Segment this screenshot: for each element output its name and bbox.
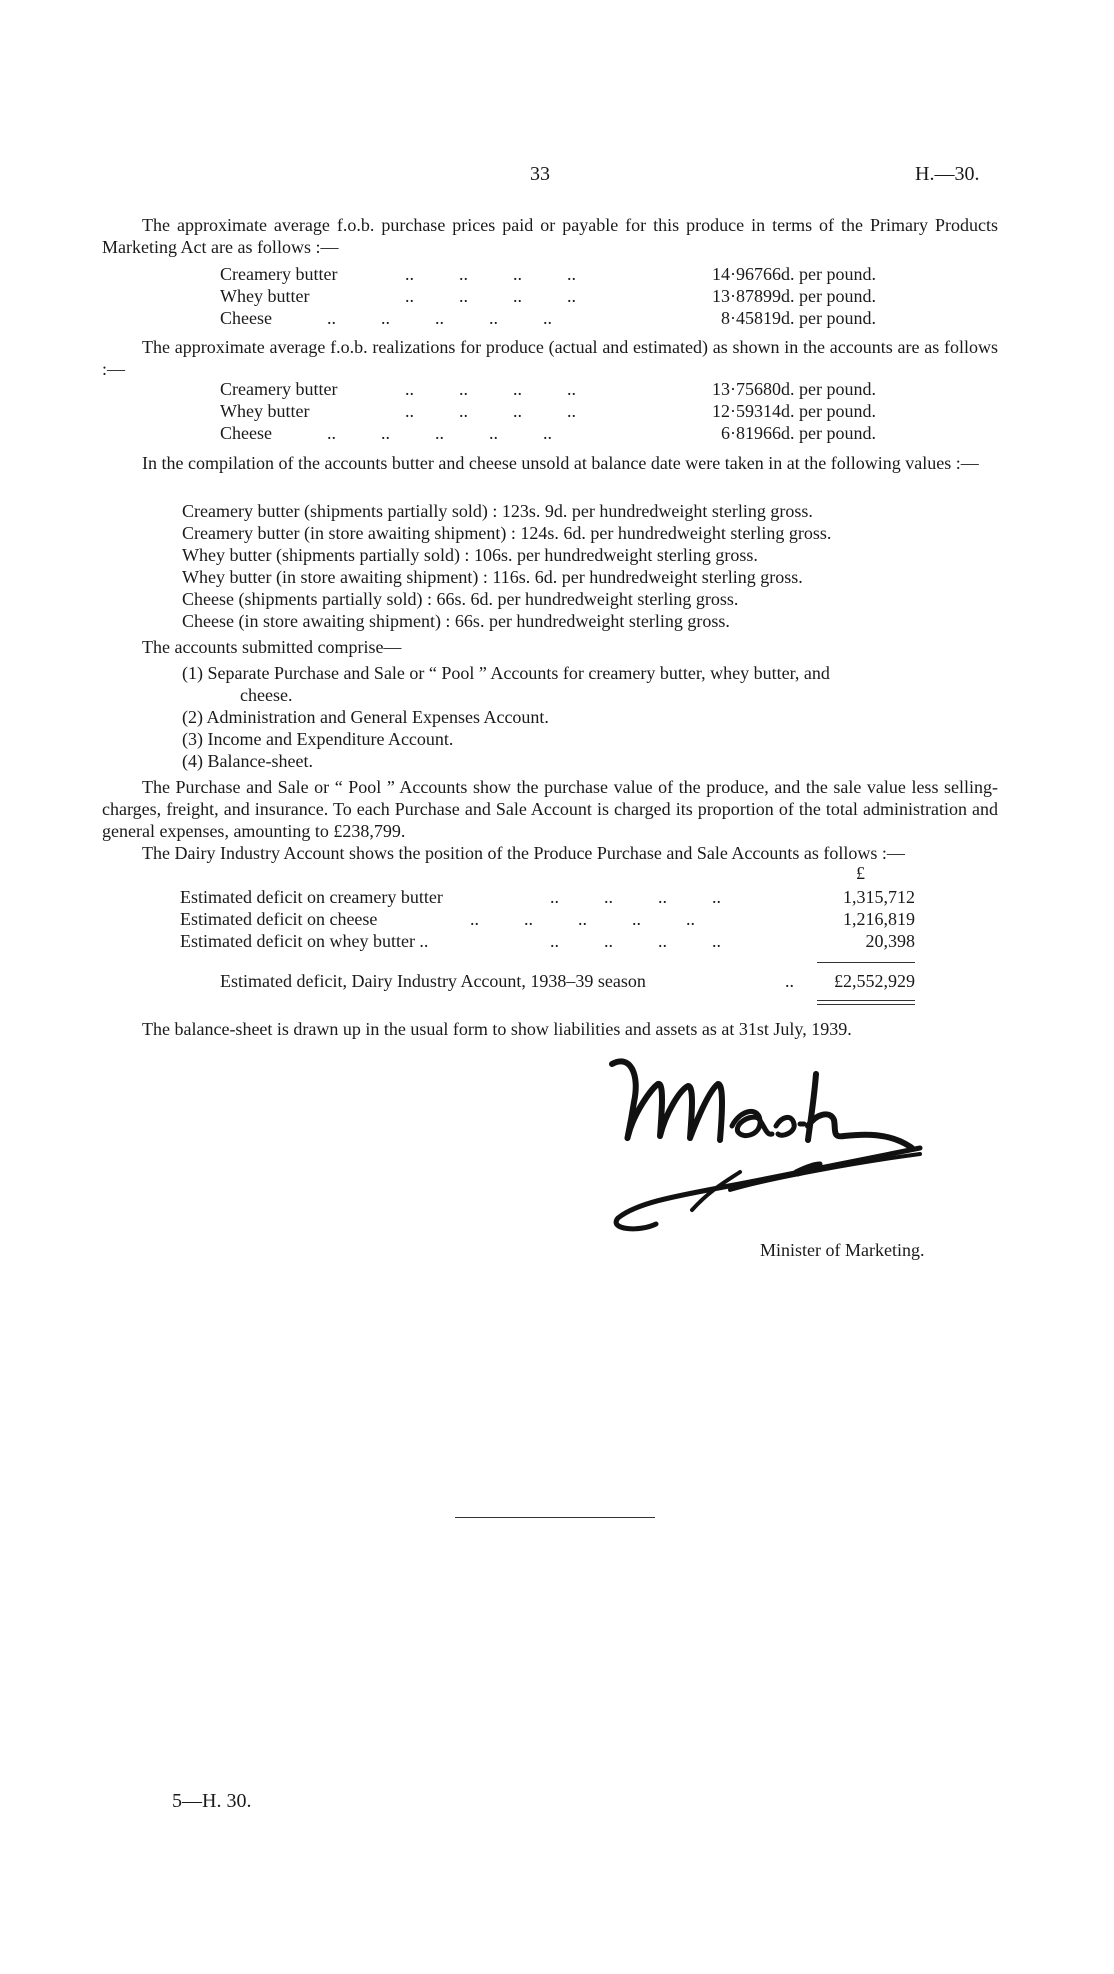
deficit-value: 1,216,819	[843, 909, 915, 929]
purchase-prices-intro: The approximate average f.o.b. purchase prices paid or payable for this produce in terms of the Primary Products Marketing Act are as follows :—	[102, 215, 998, 257]
realization-row	[220, 422, 876, 444]
unsold-values-intro: In the compilation of the accounts butter and cheese unsold at balance date were taken in at the following values :—	[142, 453, 979, 473]
dot-leader: .. .. .. .. ..	[470, 909, 695, 929]
unsold-value-line: Creamery butter (shipments partially sold) : 123s. 9d. per hundredweight sterling gross.	[182, 501, 813, 521]
account-number: (2)	[182, 707, 203, 727]
account-item	[182, 728, 453, 750]
sheet-reference: 5—H. 30.	[172, 1790, 252, 1812]
deficit-value: 20,398	[865, 931, 915, 951]
dot-leader: .. .. .. ..	[550, 931, 721, 951]
realization-row	[220, 378, 876, 400]
accounts-intro: The accounts submitted comprise—	[142, 637, 402, 657]
price-value: 14·96766d. per pound.	[712, 264, 876, 284]
realization-item: Creamery butter	[220, 379, 338, 399]
account-item	[182, 706, 549, 728]
price-row	[220, 285, 876, 307]
unsold-value-line: Cheese (shipments partially sold) : 66s. 6d. per hundredweight sterling gross.	[182, 589, 739, 609]
signatory-title: Minister of Marketing.	[760, 1240, 925, 1260]
realization-item: Cheese	[220, 423, 272, 443]
total-value: £2,552,929	[834, 971, 915, 991]
deficit-value: 1,315,712	[843, 887, 915, 907]
dot-leader: .. .. .. ..	[405, 264, 576, 284]
realization-value: 6·81966d. per pound.	[721, 423, 876, 443]
deficit-row	[180, 908, 915, 930]
unsold-value-line: Whey butter (in store awaiting shipment) : 116s. 6d. per hundredweight sterling gross.	[182, 567, 803, 587]
total-row	[220, 970, 915, 992]
realizations-intro: The approximate average f.o.b. realizations for produce (actual and estimated) as shown in the accounts are as follows :—	[102, 337, 998, 379]
dot-leader: .. .. .. ..	[405, 379, 576, 399]
pool-accounts-paragraph: The Purchase and Sale or “ Pool ” Accounts show the purchase value of the produce, and the sale value less selling-charges, freight, and insurance. To each Purchase and Sale Account is charged its proportion of the total administration and general expenses, amounting to £238,799.	[102, 777, 998, 841]
account-number: (1)	[182, 663, 203, 683]
unsold-value-line: Creamery butter (in store awaiting shipment) : 124s. 6d. per hundredweight sterling gross.	[182, 523, 832, 543]
price-item: Cheese	[220, 308, 272, 328]
unsold-value-line: Whey butter (shipments partially sold) : 106s. per hundredweight sterling gross.	[182, 545, 758, 565]
account-text: Administration and General Expenses Account.	[206, 707, 549, 727]
price-item: Creamery butter	[220, 264, 338, 284]
dairy-account-paragraph: The Dairy Industry Account shows the position of the Produce Purchase and Sale Accounts as follows :—	[142, 843, 905, 863]
total-double-rule-top	[817, 1000, 915, 1001]
total-double-rule-bottom	[817, 1004, 915, 1005]
account-text: Income and Expenditure Account.	[207, 729, 454, 749]
account-number: (3)	[182, 729, 203, 749]
realization-item: Whey butter	[220, 401, 310, 421]
deficit-row	[180, 930, 915, 952]
account-text: Balance-sheet.	[207, 751, 313, 771]
dot-leader: .. .. .. .. ..	[327, 423, 552, 443]
subtotal-rule	[817, 962, 915, 963]
price-row	[220, 307, 876, 329]
signature	[600, 1040, 930, 1240]
price-item: Whey butter	[220, 286, 310, 306]
signature-name	[600, 1040, 601, 1041]
realization-value: 13·75680d. per pound.	[712, 379, 876, 399]
account-number: (4)	[182, 751, 203, 771]
price-row	[220, 263, 876, 285]
dot-leader: .. .. .. ..	[550, 887, 721, 907]
deficit-item: Estimated deficit on creamery butter	[180, 887, 443, 907]
total-label: Estimated deficit, Dairy Industry Account, 1938–39 season	[220, 971, 646, 991]
dot-leader: ..	[785, 971, 794, 991]
dot-leader: .. .. .. ..	[405, 286, 576, 306]
price-value: 13·87899d. per pound.	[712, 286, 876, 306]
price-value: 8·45819d. per pound.	[721, 308, 876, 328]
account-item-continued: cheese.	[240, 685, 293, 705]
realization-value: 12·59314d. per pound.	[712, 401, 876, 421]
dot-leader: .. .. .. ..	[405, 401, 576, 421]
deficit-item: Estimated deficit on cheese	[180, 909, 378, 929]
account-item	[182, 750, 313, 772]
account-item	[182, 662, 830, 684]
currency-column-header: £	[856, 863, 865, 883]
account-text: Separate Purchase and Sale or “ Pool ” Accounts for creamery butter, whey butter, and	[207, 663, 830, 683]
document-reference: H.—30.	[915, 163, 980, 185]
realization-row	[220, 400, 876, 422]
dot-leader: .. .. .. .. ..	[327, 308, 552, 328]
footer-rule	[455, 1517, 655, 1518]
page-number: 33	[530, 163, 550, 185]
unsold-value-line: Cheese (in store awaiting shipment) : 66s. per hundredweight sterling gross.	[182, 611, 730, 631]
balance-sheet-paragraph: The balance-sheet is drawn up in the usual form to show liabilities and assets as at 31st July, 1939.	[142, 1019, 852, 1039]
deficit-row	[180, 886, 915, 908]
deficit-item: Estimated deficit on whey butter ..	[180, 931, 429, 951]
